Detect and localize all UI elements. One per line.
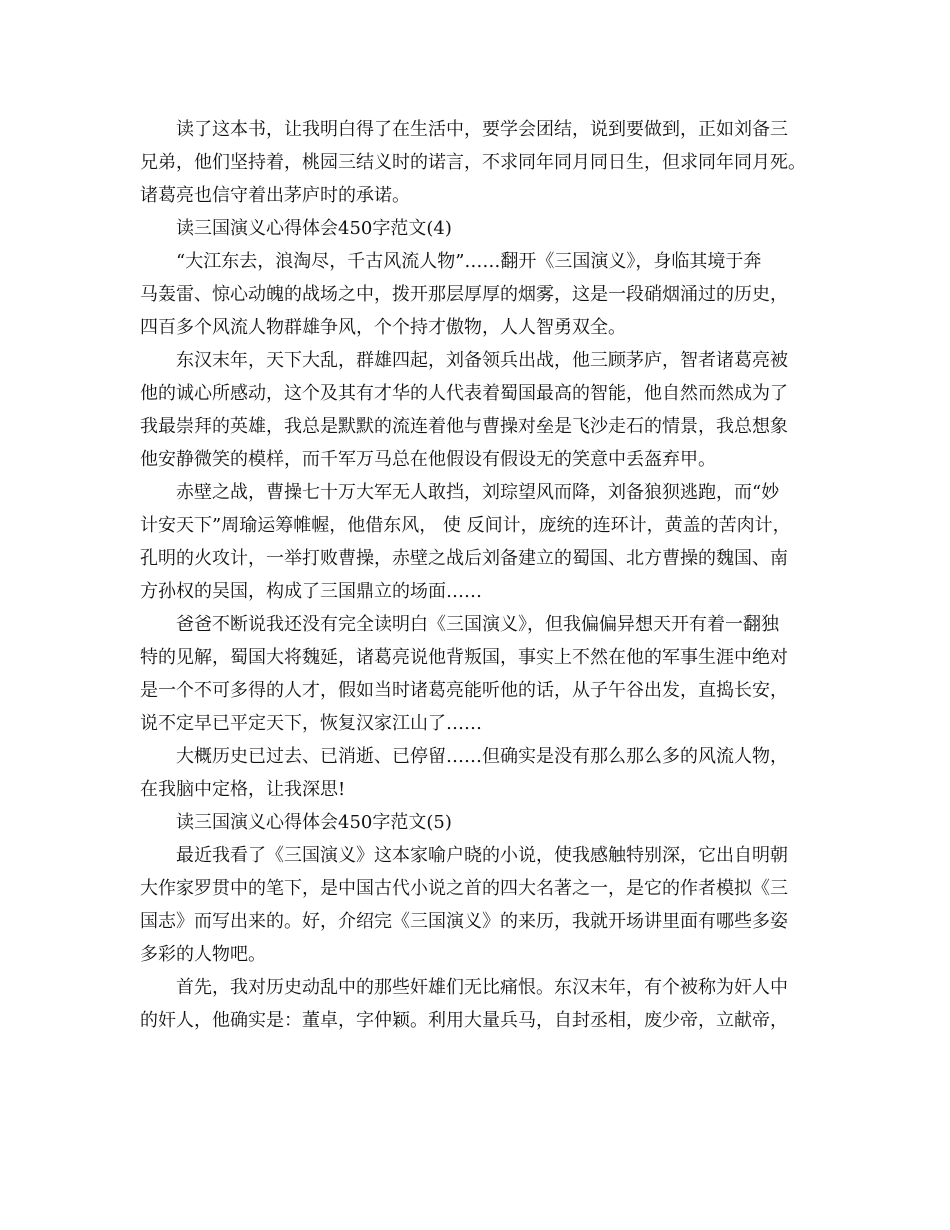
text-line: 是一个不可多得的人才，假如当时诸葛亮能听他的话，从子午谷出发，直捣长安， bbox=[140, 680, 788, 701]
text-line: 大概历史已过去、已消逝、已停留……但确实是没有那么那么多的风流人物， bbox=[176, 746, 788, 767]
text-line: 的奸人，他确实是：董卓，字仲颖。利用大量兵马，自封丞相，废少帝，立献帝， bbox=[140, 1010, 788, 1031]
text-line: 计安天下”周瑜运筹帷幄，他借东风， 使 反间计，庞统的连环计，黄盖的苦肉计， bbox=[140, 515, 791, 536]
text-line: 他的诚心所感动，这个及其有才华的人代表着蜀国最高的智能，他自然而然成为了 bbox=[140, 383, 788, 404]
text-line: 国志》而写出来的。好，介绍完《三国演义》的来历，我就开场讲里面有哪些多姿 bbox=[140, 911, 788, 932]
text-line: 东汉末年，天下大乱，群雄四起，刘备领兵出战，他三顾茅庐，智者诸葛亮被 bbox=[176, 350, 788, 371]
text-line: 爸爸不断说我还没有完全读明白《三国演义》，但我偏偏异想天开有着一翻独 bbox=[176, 614, 779, 635]
text-line: 他安静微笑的模样，而千军万马总在他假设有假设无的笑意中丢盔弃甲。 bbox=[140, 449, 716, 470]
text-line: 方孙权的吴国，构成了三国鼎立的场面…… bbox=[140, 581, 482, 602]
document-body bbox=[140, 113, 815, 1037]
text-line: 在我脑中定格，让我深思! bbox=[140, 779, 346, 800]
text-line: 诸葛亮也信守着出茅庐时的承诺。 bbox=[140, 185, 410, 206]
text-line: 多彩的人物吧。 bbox=[140, 944, 266, 965]
text-line: 四百多个风流人物群雄争风，个个持才傲物，人人智勇双全。 bbox=[140, 317, 626, 338]
text-line: “大江东去，浪淘尽，千古风流人物”……翻开《三国演义》，身临其境于奔 bbox=[176, 251, 762, 272]
text-line: 孔明的火攻计，一举打败曹操，赤壁之战后刘备建立的蜀国、北方曹操的魏国、南 bbox=[140, 548, 788, 569]
text-line: 大作家罗贯中的笔下，是中国古代小说之首的四大名著之一，是它的作者模拟《三 bbox=[140, 878, 788, 899]
text-line: 说不定早已平定天下，恢复汉家江山了…… bbox=[140, 713, 482, 734]
text-line: 首先，我对历史动乱中的那些奸雄们无比痛恨。东汉末年，有个被称为奸人中 bbox=[176, 977, 788, 998]
text-line: 读三国演义心得体会450字范文(5) bbox=[176, 812, 452, 833]
text-line: 兄弟，他们坚持着，桃园三结义时的诺言，不求同年同月同日生，但求同年同月死。 bbox=[140, 152, 806, 173]
text-line: 最近我看了《三国演义》这本家喻户晓的小说，使我感触特别深，它出自明朝 bbox=[176, 845, 788, 866]
text-line: 赤壁之战，曹操七十万大军无人敢挡，刘琮望风而降，刘备狼狈逃跑，而“妙 bbox=[176, 482, 780, 503]
text-line: 读了这本书，让我明白得了在生活中，要学会团结，说到要做到，正如刘备三 bbox=[176, 119, 788, 140]
text-line: 读三国演义心得体会450字范文(4) bbox=[176, 218, 452, 239]
text-line: 我最崇拜的英雄，我总是默默的流连着他与曹操对垒是飞沙走石的情景，我总想象 bbox=[140, 416, 788, 437]
text-line: 马轰雷、惊心动魄的战场之中，拨开那层厚厚的烟雾，这是一段硝烟涌过的历史， bbox=[140, 284, 788, 305]
text-line: 特的见解，蜀国大将魏延，诸葛亮说他背叛国，事实上不然在他的军事生涯中绝对 bbox=[140, 647, 788, 668]
